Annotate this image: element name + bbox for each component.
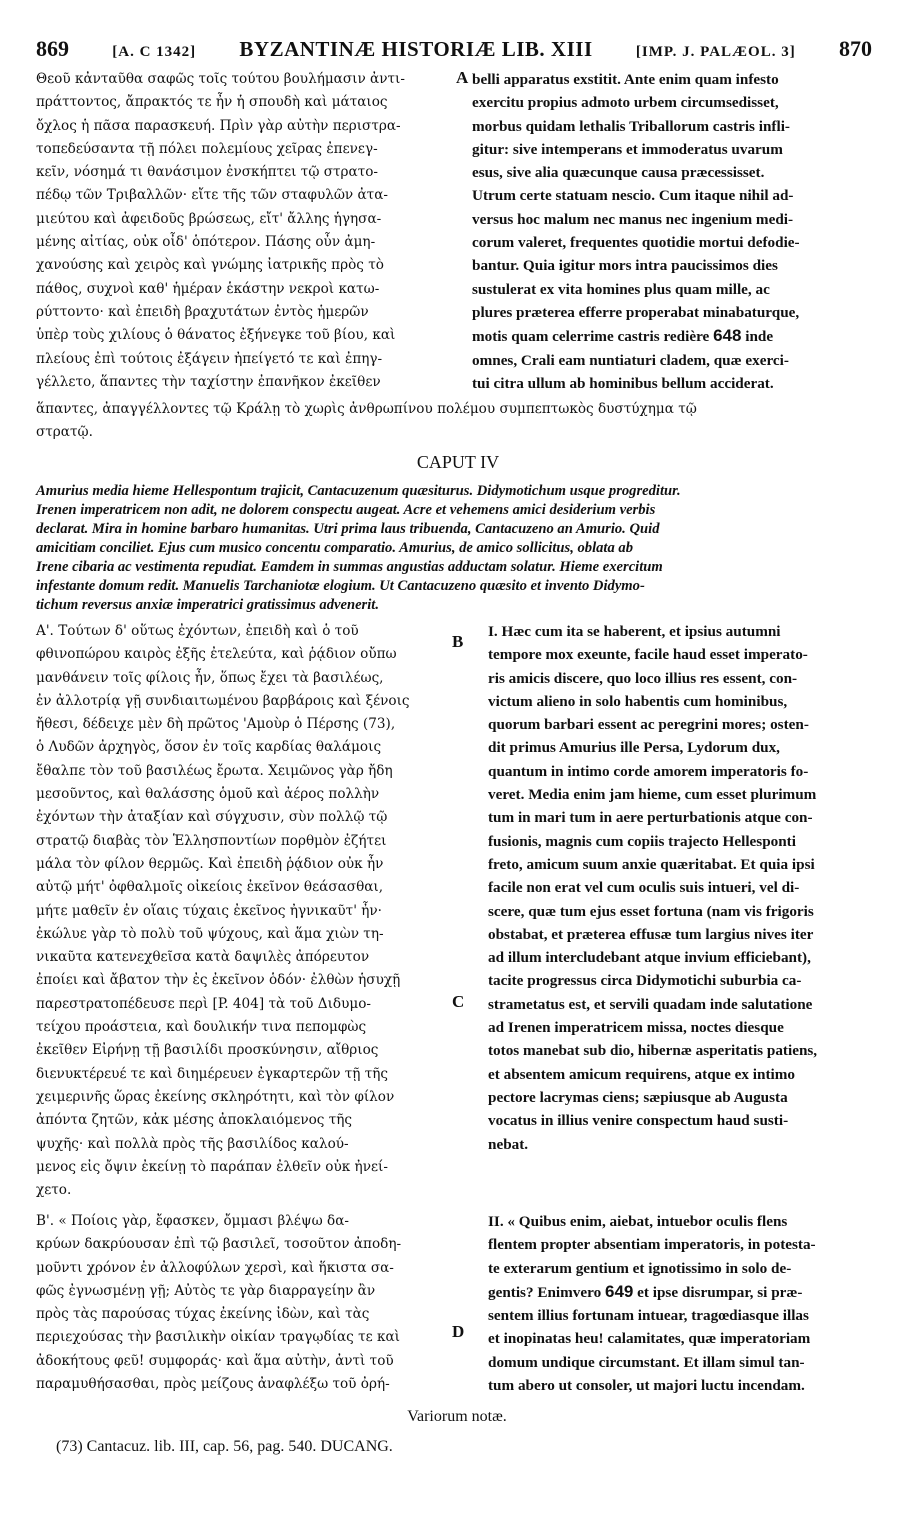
summary-text: Amurius media hieme Hellespontum trajicit, Cantacuzenum quæsiturus. Didymotichum usque progreditur. Irenen imperatricem non adit, ne dolorem conspectu augeat. Acre et vehemens amici desiderium verbis declarat. Mira in homine barbaro humanitas. Utri prima laus tribuenda, Cantacuzeno an Amurio. Quid amicitiam conciliet. Ejus cum musico concentu comparatio. Amurius, de amico sollicitus, oblata ab Irene cibaria ac vestimenta repudiat. Eamdem in summas angustias adductam solatur. Hieme exercitum infestante domum redit. Manuelis Tarchaniotæ elogium. Ut Cantacuzeno quæsito et invento Didymo- tichum reversus anxiæ imperatrici gratissimus advenerit. xyxy=(36,483,681,613)
greek-paragraph-top: Θεοῦ κἀνταῦθα σαφῶς τοῖς τούτου βουλήμασιν ἀντι- πράττοντος, ἄπρακτός τε ἦν ἡ σπουδὴ καὶ μάταιος ὄχλος ἡ πᾶσα παρασκευή. Πρὶν γὰρ αὐτὴν περιστρα- τοπεδεύσαντα τῇ πόλει πολεμίους χεῖρας ἐπενεγ- κεῖν, νόσημά τι θανάσιμον ἐνσκήπτει τῷ στρατο- πέδῳ τῶν Τριβαλλῶν· εἴτε τῆς τῶν σταφυλῶν ἀτα- μιεύτου καὶ ἀφειδοῦς βρώσεως, εἴτ' ἄλλης ἡγησα- μένης αἰτίας, οὐκ οἶδ' ὁπότερον. Πάσης οὖν ἀμη- χανούσης καὶ χειρὸς καὶ γνώμης ἰατρικῆς πρὸς τὸ πάθος, συχνοὶ καθ' ἡμέραν ἑκάστην νεκροὶ κατω- ρύττοντο· καὶ ἐπειδὴ βραχυτάτων ἐντὸς ἡμερῶν ὑπὲρ τοὺς χιλίους ὁ θάνατος ἐξήνεγκε τοῦ βίου, καὶ πλείους ἐπὶ τούτοις ἐξάγειν ἠπείγετό τε καὶ ἐπηγ- γέλλετο, ἅπαντες τὴν ταχίστην ἐπανῆκον ἐκεῖθεν xyxy=(36,71,405,390)
greek-paragraph-full: ἅπαντες, ἀπαγγέλλοντες τῷ Κράλῃ τὸ χωρὶς ἀνθρωπίνου πολέμου συμπεπτωκὸς δυστύχημα τῷ στρατῷ. xyxy=(36,401,697,440)
footnote-73: (73) Cantacuz. lib. III, cap. 56, pag. 540. DUCANG. xyxy=(56,1438,393,1455)
greek-column-top xyxy=(36,68,456,394)
emperor-reference: [IMP. J. PALÆOL. 3] xyxy=(635,44,796,60)
margin-letter-a: A xyxy=(456,68,469,87)
chapter-heading: CAPUT IV xyxy=(416,452,500,472)
greek-column-section-2 xyxy=(36,1210,456,1396)
latin-text-section-2: II. « Quibus enim, aiebat, intuebor oculis flens flentem propter absentiam imperatoris, in potesta- te exterarum gentium et ignotissimo in solo de- gentis? Enimvero xyxy=(488,1213,816,1301)
latin-text-top: belli apparatus exstitit. Ante enim quam infesto exercitu propius admoto urbem circumsedisset, morbus quidam lethalis Triballorum castris infli- gitur: sive intemperans et immoderatus uvarum esus, sive alia quæcunque causa præcessisset. Utrum certe statuam nescio. Cum itaque nihil ad- versus hoc malum nec manus nec ingenium medi- corum valeret, frequentes quotidie mortui defodie- bantur. Quia igitur mors intra paucissimos dies sustulerat ex vita homines plus quam mille, ac plures præterea efferre properabat minabaturque, motis quam celerrime castris redière xyxy=(472,71,800,346)
greek-full-width-line xyxy=(36,398,878,444)
chapter-summary xyxy=(36,482,878,615)
page-number-right: 870 xyxy=(838,36,872,61)
greek-column-section-1 xyxy=(36,620,456,1202)
running-title: BYZANTINÆ HISTORIÆ LIB. XIII xyxy=(239,37,593,61)
latin-paragraph-top xyxy=(472,68,878,395)
page-marker-649: 649 xyxy=(605,1281,634,1301)
latin-section-1: I. Hæc cum ita se haberent, et ipsius autumni tempore mox exeunte, facile haud esset imperato- ris amicis discere, quo loco illius res essent, con- victum alieno in solo habentis cum hominibus, quorum barbari essent ac peregrini mores; osten- dit primus Amurius ille Persa, Lydorum dux, quantum in intimo corde amorem imperatoris fo- veret. Media enim jam hieme, cum esset plurimum tum in mari tum in aere perturbationis atque con- fusionis, magnis cum copiis trajecto Hellesponti freto, amicum suum anxie quæritabat. Et quia ipsi facile non erat vel cum oculis suis intueri, vel di- scere, quæ tum ejus esset fortuna (nam vis frigoris obstabat, et præterea effusæ tum largius nives iter ad illum intercludebant atque invium efficiebant), tacite progressus circa Didymotichi suburbia ca- strametatus est, et servili quadam inde salutatione ad Irenen imperatricem missa, noctes diesque totos manebat sub dio, hibernæ asperitatis patiens, et absentem amicum requirens, atque ex intimo pectore lacrymas ciens; sæpiusque ab Augusta vocatus in illius venire conspectum haud susti- nebat. xyxy=(488,623,818,1153)
greek-section-2: Β'. « Ποίοις γὰρ, ἔφασκεν, ὄμμασι βλέψω δα- κρύων δακρύουσαν ἐπὶ τῷ βασιλεῖ, τοσοῦτον ἀποδη- μοῦντι χρόνον ἐν ἀλλοφύλων χερσὶ, καὶ ἥκιστα σα- φῶς ἐγνωσμένῃ γῇ; Αὐτὸς τε γὰρ διαρραγείην ἂν πρὸς τὰς παρούσας τύχας ἐκείνης ἰδὼν, καὶ τὰς περιεχούσας τὴν βασιλικὴν οἰκίαν τραγῳδίας τε καὶ ἀδοκήτους φεῦ! συμφοράς· καὶ ἅμα αὐτὴν, ἀντὶ τοῦ παραμυθήσασθαι, πρὸς μείζους ἀναφλέξω τοῦ ὀρή- xyxy=(36,1213,402,1393)
margin-letter-b: B xyxy=(452,632,464,651)
latin-text-section-2-end: et ipse disrumpar, si præ- sentem illius fortunam intuear, tragœdiasque illas et inopinatas heu! calamitates, quæ imperatoriam domum undique circumstant. Et illam simul tan- tum abero ut consoler, ut majori luctu incendam. xyxy=(488,1283,811,1395)
margin-letter-d: D xyxy=(452,1322,465,1341)
latin-section-2 xyxy=(488,1210,878,1397)
page-marker-648: 648 xyxy=(713,326,742,346)
latin-column-top xyxy=(472,68,878,395)
margin-letter-c: C xyxy=(452,992,465,1011)
date-reference: [A. C 1342] xyxy=(112,44,197,60)
running-header xyxy=(36,36,872,66)
latin-column-section-1 xyxy=(488,620,878,1156)
variorum-notes-heading: Variorum notæ. xyxy=(407,1408,507,1425)
latin-column-section-2 xyxy=(488,1210,878,1397)
greek-section-1: Α'. Τούτων δ' οὕτως ἐχόντων, ἐπειδὴ καὶ ὁ τοῦ φθινοπώρου καιρὸς ἐξῆς ἐτελεύτα, καὶ ῥᾴδιον οὔπω μανθάνειν τοῖς φίλοις ἦν, ὅπως ἔχει τὰ βασιλέως, ἐν ἀλλοτρίᾳ γῇ συνδιαιτωμένου βαρβάροις καὶ ξένοις ἤθεσι, δέδειχε μὲν δὴ πρῶτος 'Αμοὺρ ὁ Πέρσης (73), ὁ Λυδῶν ἀρχηγὸς, ὅσον ἐν τοῖς καρδίας θαλάμοις ἔθαλπε τὸν τοῦ βασιλέως ἔρωτα. Χειμῶνος γὰρ ἤδη μεσοῦντος, καὶ θαλάσσης ὁμοῦ καὶ ἀέρος πολλὴν ἐχόντων τὴν ἀταξίαν καὶ σύγχυσιν, σὺν πολλῷ τῷ στρατῷ διαβὰς τὸν Ἑλλησποντίων πορθμὸν ἐζήτει μάλα τὸν φίλον θερμῶς. Καὶ ἐπειδὴ ῥᾴδιον οὐκ ἦν αὐτῷ μήτ' ὀφθαλμοῖς οἰκείοις ἐκεῖνον θεάσασθαι, μήτε μαθεῖν ἐν οἵαις τύχαις ἐκεῖνος ἠγνικαῦτ' ἦν· ἐκώλυε γὰρ τὸ πολὺ τοῦ ψύχους, καὶ ἅμα χιὼν τη- νικαῦτα κατενεχθεῖσα κατὰ δαψιλὲς ἀπόρευτον ἐποίει καὶ ἄβατον τὴν ἐς ἐκεῖνον ὁδόν· ἐλθὼν ἡσυχῇ παρεστρατοπέδευσε περὶ [P. 404] τὰ τοῦ Διδυμο- τείχου προάστεια, καὶ δουλικήν τινα πεπομφὼς ἐκεῖθεν Εἰρήνῃ τῇ βασιλίδι προσκύνησιν, αἴθριος διενυκτέρευέ τε καὶ διημέρευεν ἐγκαρτερῶν τῇ τῆς χειμερινῆς ὥρας ἐκείνης σκληρότητι, καὶ τὸν φίλον ἀπόντα ζητῶν, κἀκ μέσης ἀποκλαιόμενος τῆς ψυχῆς· καὶ πολλὰ πρὸς τῆς βασιλίδος καλού- μενος εἰς ὄψιν ἐκείνῃ τὸ παράπαν ἐλθεῖν οὐκ ἠνεί- χετο. xyxy=(36,623,410,1199)
page-number-left: 869 xyxy=(36,36,69,61)
latin-text-top-end: inde omnes, Crali eam nuntiaturi cladem, quæ exerci- tui citra ullum ab hominibus bellum acciderat. xyxy=(472,328,789,392)
